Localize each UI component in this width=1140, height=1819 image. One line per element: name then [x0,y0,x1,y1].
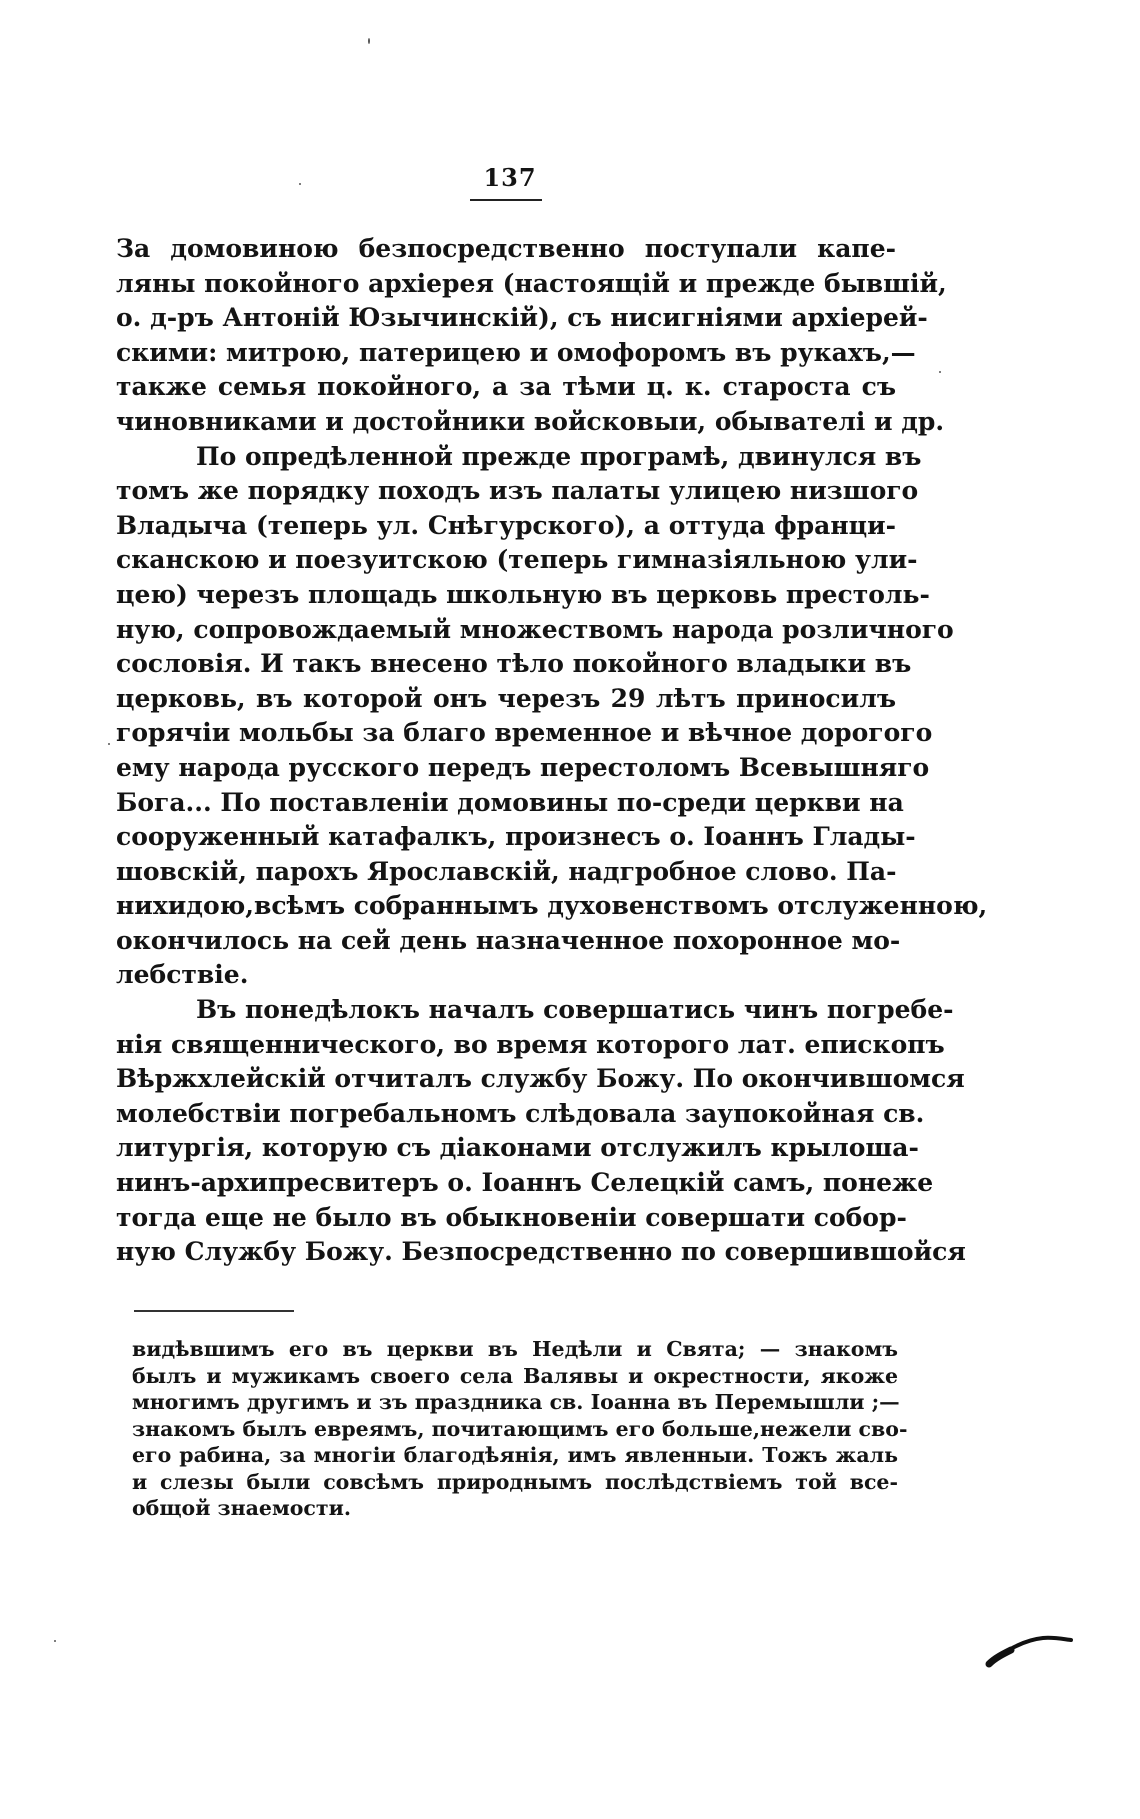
text-line: Въ понедѣлокъ началъ совершатись чинъ погребе- [196,995,954,1025]
text-line: томъ же порядку походъ изъ палаты улицею низшого [116,476,919,506]
footnote [132,1336,908,1522]
text-line: цею) черезъ площадь школьную въ церковь престоль- [116,579,930,609]
text-line: о. д-ръ Антоній Юзычинскій), съ нисигніями архіерей- [116,303,928,333]
text-line: ную Службу Божу. Безпосредственно по совершившойся [116,1237,966,1267]
footnote-line: видѣвшимъ его въ церкви въ Недѣли и Свята; — знакомъ [132,1337,898,1361]
text-line: окончилось на сей день назначенное похоронное мо- [116,925,901,955]
scan-speck [368,38,370,44]
scan-speck [54,1640,56,1642]
page-number: 137 [483,163,537,192]
text-line: ную, сопровождаемый множествомъ народа розличного [116,614,954,644]
text-line: нинъ-архипресвитеръ о. Іоаннъ Селецкій самъ, понеже [116,1168,934,1198]
footnote-line: общой знаемости. [132,1496,351,1520]
text-line: литургія, которую съ діаконами отслужилъ крылоша- [116,1133,919,1163]
footnote-separator [134,1310,294,1312]
scan-speck [108,743,110,745]
text-line: ему народа русского передъ перестоломъ Всевышняго [116,752,930,782]
text-line: сословія. И такъ внесено тѣло покойного владыки въ [116,649,912,679]
footnote-line: многимъ другимъ и зъ праздника св. Іоанна въ Перемышли ;— [132,1390,900,1414]
text-line: За домовиною безпосредственно поступали капе- [116,234,896,263]
text-line: чиновниками и достойники войсковыи, обывателi и др. [116,406,945,436]
text-line: По опредѣленной прежде програмѣ, двинулся въ [196,441,922,471]
text-line: молебствіи погребальномъ слѣдовала заупокойная св. [116,1098,925,1128]
pen-stroke-mark [985,1620,1075,1670]
text-line: скими: митрою, патерицею и омофоромъ въ рукахъ,— [116,337,916,367]
page-number-underline [470,199,542,201]
text-line: Владыча (теперь ул. Снѣгурского), а оттуда франци- [116,510,896,540]
main-text [116,232,988,1270]
text-line: шовскій, парохъ Ярославскій, надгробное слово. Па- [116,856,897,886]
footnote-line: и слезы были совсѣмъ природнымъ послѣдствіемъ той все- [132,1469,898,1494]
footnote-line: знакомъ былъ евреямъ, почитающимъ его больше,нежели сво- [132,1416,908,1441]
text-line: горячіи мольбы за благо временное и вѣчное дорогого [116,718,933,748]
text-line: также семья покойного, а за тѣми ц. к. староста съ [116,372,896,402]
text-line: Бога... По поставленіи домовины по-среди церкви на [116,787,904,817]
scan-speck [299,183,301,185]
footnote-line: его рабина, за многіи благодѣянія, имъ явленныи. Тожъ жаль [132,1443,898,1467]
text-line: церковь, въ которой онъ черезъ 29 лѣтъ приносилъ [116,683,896,713]
scan-speck [939,371,941,373]
text-line: сооруженный катафалкъ, произнесъ о. Іоаннъ Глады- [116,822,916,852]
text-line: нія священнического, во время которого лат. епископъ [116,1029,945,1059]
text-line: сканскою и поезуитскою (теперь гимназіяльною ули- [116,545,918,575]
text-line: ляны покойного архіерея (настоящій и прежде бывшій, [116,268,947,298]
text-line: нихидою,всѣмъ собраннымъ духовенствомъ отслуженною, [116,891,988,921]
text-line: лебствіе. [116,960,249,990]
text-line: тогда еще не было въ обыкновеніи совершати собор- [116,1202,907,1232]
footnote-line: былъ и мужикамъ своего села Валявы и окрестности, якоже [132,1363,898,1388]
text-line: Вѣржхлейскій отчиталъ службу Божу. По окончившомся [116,1064,965,1094]
